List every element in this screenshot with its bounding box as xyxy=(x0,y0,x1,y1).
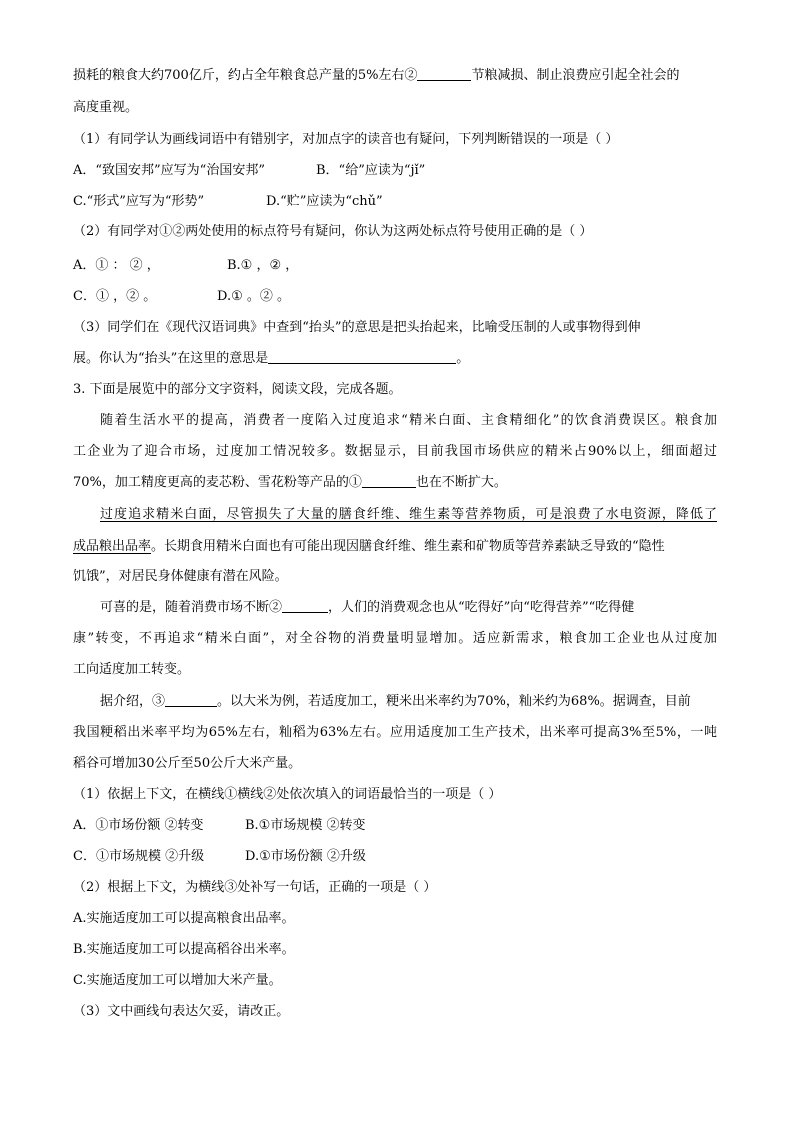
q3-2-stem: （2）根据上下文，为横线③处补写一句话，正确的一项是（ ） xyxy=(73,880,437,895)
q3-1-option-c: C．①市场规模 ②升级 xyxy=(73,849,205,864)
q2-3-text: 展。你认为“抬头”在这里的意思是 xyxy=(73,351,269,366)
q3-2-option-a: A.实施适度加工可以提高粮食出品率。 xyxy=(73,911,295,926)
q2-1-option-b: B．“给”应读为“jǐ” xyxy=(316,163,426,178)
q3-para3-line3: 工向适度加工转变。 xyxy=(73,662,191,677)
q3-para1-line3 xyxy=(73,473,507,493)
intro-line-2: 高度重视。 xyxy=(73,100,139,115)
q3-3-stem: （3）文中画线句表达欠妥，请改正。 xyxy=(73,1004,290,1019)
q2-2-stem: （2）有同学对①②两处使用的标点符号有疑问，你认为这两处标点符号使用正确的是（ ） xyxy=(73,224,593,239)
q3-para2-line1-underlined: 过度追求精米白面，尽管损失了大量的膳食纤维、维生素等营养物质，可是浪费了水电资源，降低了 xyxy=(100,507,717,522)
q2-1-stem: （1）有同学认为画线词语中有错别字，对加点字的读音也有疑问，下列判断错误的一项是（ ） xyxy=(73,132,619,147)
underlined-sentence-end: 成品粮出品率 xyxy=(73,539,152,554)
q3-para3-line1 xyxy=(100,598,634,618)
q3-para1-text: 70%，加工精度更高的麦芯粉、雪花粉等产品的① xyxy=(73,475,362,490)
q2-1-option-a: A．“致国安邦”应写为“治国安邦” xyxy=(73,163,265,178)
q2-3-line-1: （3）同学们在《现代汉语词典》中查到“抬头”的意思是把头抬起来，比喻受压制的人或事物得到伸 xyxy=(73,320,641,335)
intro-line-1 xyxy=(73,66,679,86)
q2-3-period: 。 xyxy=(456,351,470,366)
q2-2-option-c: C．① ，② 。 xyxy=(73,289,157,304)
q3-para4-line2: 我国粳稻出米率平均为65%左右，籼稻为63%左右。应用适度加工生产技术，出米率可提高3%至5%，一吨 xyxy=(73,725,717,740)
q3-para4-line3: 稻谷可增加30公斤至50公斤大米产量。 xyxy=(73,756,302,771)
q3-2-option-c: C.实施适度加工可以增加大米产量。 xyxy=(73,973,282,988)
q2-1-option-d: D.“贮”应读为“chǔ” xyxy=(266,194,383,209)
q3-title: 3. 下面是展览中的部分文字资料，阅读文段，完成各题。 xyxy=(73,382,402,397)
q3-1-option-d: D.①市场份额 ②升级 xyxy=(245,849,366,864)
blank-1 xyxy=(362,473,416,488)
q2-3-line-2 xyxy=(73,349,469,369)
intro-text-cont: 节粮减损、制止浪费应引起全社会的 xyxy=(471,68,680,83)
blank-3 xyxy=(165,692,217,707)
q3-2-option-b: B.实施适度加工可以提高稻谷出米率。 xyxy=(73,942,295,957)
q2-2-option-a: A．① ： ② ， xyxy=(73,258,160,273)
q2-3-answer-blank xyxy=(268,349,456,364)
blank-2 xyxy=(417,66,471,81)
q3-para1-line2: 工企业为了迎合市场，过度加工情况较多。数据显示，目前我国市场供应的精米占90%以上，细面超过 xyxy=(73,444,717,459)
q3-para1-line1: 随着生活水平的提高，消费者一度陷入过度追求“精米白面、主食精细化”的饮食消费误区。粮食加 xyxy=(100,413,717,428)
q3-para2-line3: 饥饿”，对居民身体健康有潜在风险。 xyxy=(73,569,288,584)
q3-1-stem: （1）依据上下文，在横线①横线②处依次填入的词语最恰当的一项是（ ） xyxy=(73,787,502,802)
q2-2-option-d: D.① 。② 。 xyxy=(217,289,291,304)
q3-para3-text: 可喜的是，随着消费市场不断② xyxy=(100,600,283,615)
q3-para2-text: 。长期食用精米白面也有可能出现因膳食纤维、维生素和矿物质等营养素缺乏导致的“隐性 xyxy=(151,539,665,554)
q3-para4-text-cont: 。以大米为例，若适度加工，粳米出米率约为70%，籼米约为68%。据调查，目前 xyxy=(217,694,691,709)
q3-para2-line2 xyxy=(73,537,665,557)
q3-para4-line1 xyxy=(100,692,691,712)
q2-2-option-b: B.① ，② ， xyxy=(227,258,299,273)
q3-para4-text: 据介绍，③ xyxy=(100,694,166,709)
q3-para3-text-cont: ，人们的消费观念也从“吃得好”向“吃得营养”“吃得健 xyxy=(328,600,635,615)
q3-1-option-a: A．①市场份额 ②转变 xyxy=(73,818,204,833)
blank-2b xyxy=(282,598,328,613)
intro-text: 损耗的粮食大约700亿斤，约占全年粮食总产量的5%左右② xyxy=(73,68,418,83)
q3-para3-line2: 康”转变，不再追求“精米白面”，对全谷物的消费量明显增加。适应新需求，粮食加工企业也从过度加 xyxy=(73,631,717,646)
q2-1-option-c: C.“形式”应写为“形势” xyxy=(73,194,205,209)
q3-para1-text-cont: 也在不断扩大。 xyxy=(415,475,507,490)
q3-1-option-b: B.①市场规模 ②转变 xyxy=(245,818,366,833)
